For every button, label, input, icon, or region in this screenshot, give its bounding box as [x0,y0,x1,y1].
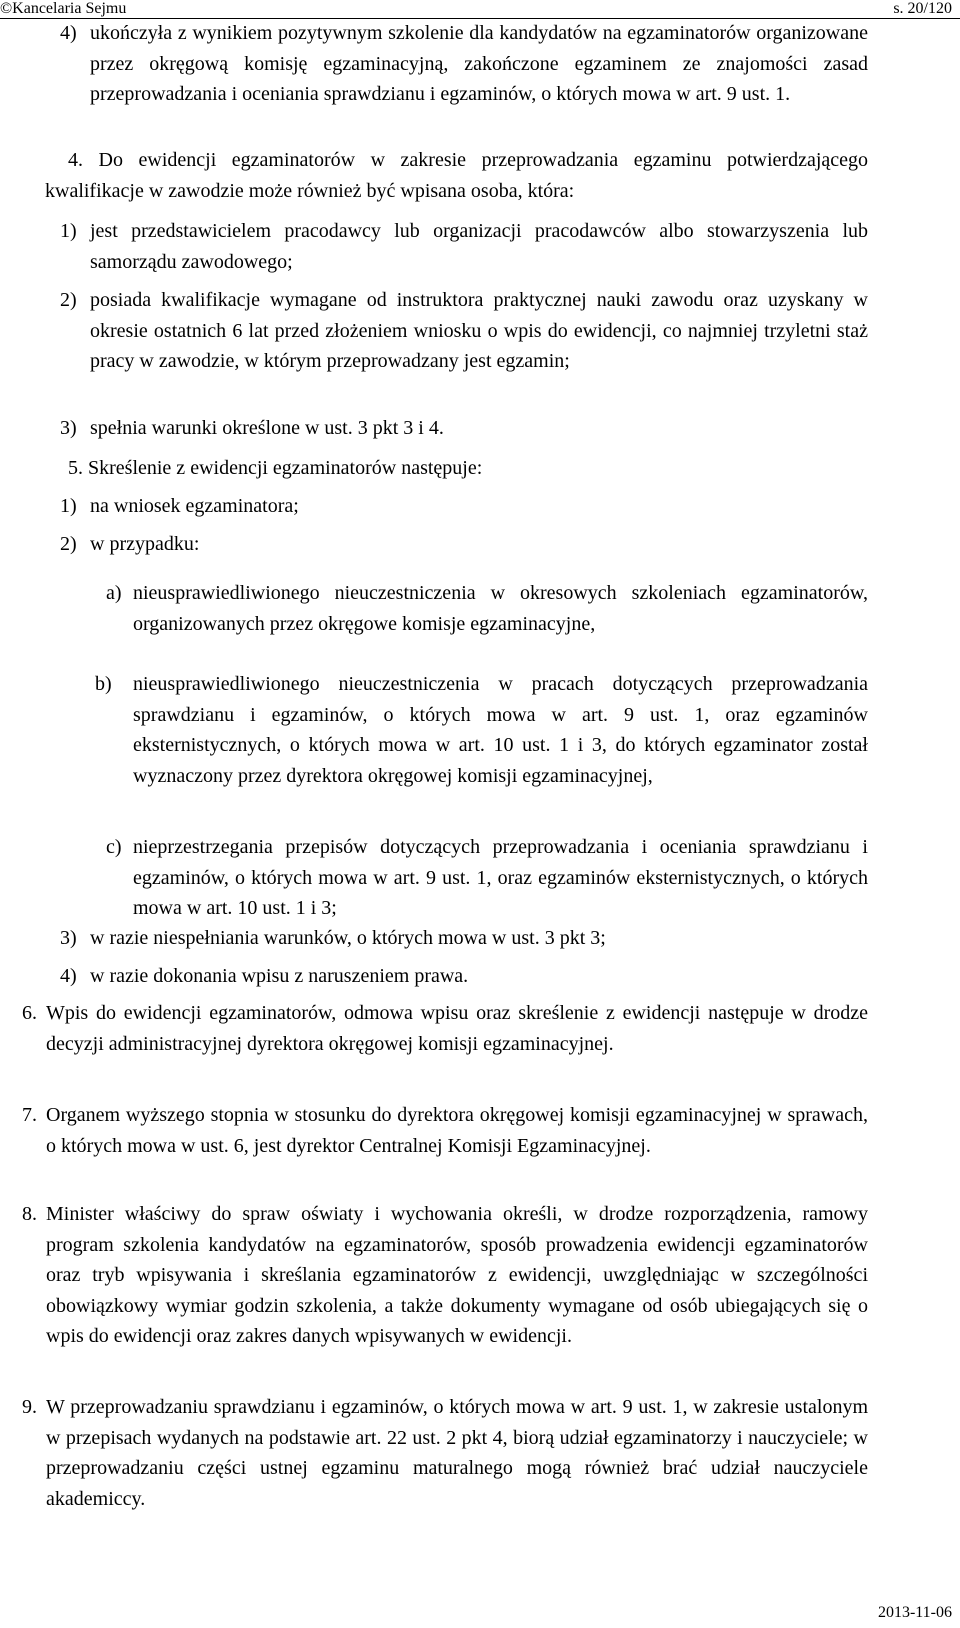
list-item-text: w przypadku: [90,533,200,555]
paragraph-text: W przeprowadzaniu sprawdzianu i egzaminów, o których mowa w art. 9 ust. 1, w zakresie ustalonym w przepisach wydanych na podstawie art. 22 ust. 2 pkt 4, biorą udział egzaminatorzy i nauczyciele; w przeprowadzaniu części ustnej egzaminu maturalnego mogą również brać udział nauczyciele akademiccy. [46,1396,868,1510]
list-item-ust-5-pkt-2-lit-b [95,669,868,791]
list-item-text: nieusprawiedliwionego nieuczestniczenia w okresowych szkoleniach egzaminatorów, organizowanych przez okręgowe komisje egzaminacyjne, [133,582,868,635]
paragraph-ust-5 [45,453,868,484]
list-item-number: 2) [60,289,77,311]
list-item-letter: b) [95,673,112,695]
list-item-text: w razie dokonania wpisu z naruszeniem prawa. [90,965,469,987]
list-item-letter: a) [106,582,122,604]
paragraph-ust-4 [45,145,868,206]
list-item-number: 3) [60,417,77,439]
paragraph-text: Minister właściwy do spraw oświaty i wychowania określi, w drodze rozporządzenia, ramowy program szkolenia kandydatów na egzaminatorów, sposób prowadzenia ewidencji egzaminatorów oraz tryb wpisywania i skreślania egzaminatorów z ewidencji, uwzględniając w szczególności obowiązkowy wymiar godzin szkolenia, a także dokumenty wymagane od osób ubiegających się o wpis do ewidencji oraz zakres danych wpisywanych w ewidencji. [46,1203,868,1347]
list-item-ust-5-pkt-2-lit-a [106,578,868,639]
paragraph-ust-6 [22,998,868,1059]
paragraph-text: Do ewidencji egzaminatorów w zakresie przeprowadzania egzaminu potwierdzającego kwalifikacje w zawodzie może również być wpisana osoba, która: [45,149,869,202]
list-item-number: 1) [60,495,77,517]
header-copyright: ©Kancelaria Sejmu [0,0,127,17]
list-item-text: nieusprawiedliwionego nieuczestniczenia w pracach dotyczących przeprowadzania sprawdzianu i egzaminów, o których mowa w art. 9 ust. 1, oraz egzaminów eksternistycznych, o których mowa w art. 10 ust. 1 i 3, do których egzaminator został wyznaczony przez dyrektora okręgowej komisji egzaminacyjnej, [133,673,868,787]
list-item-text: posiada kwalifikacje wymagane od instruktora praktycznej nauki zawodu oraz uzyskany w okresie ostatnich 6 lat przed złożeniem wniosku o wpis do ewidencji, co najmniej trzyletni staż pracy w zawodzie, w którym przeprowadzany jest egzamin; [90,289,868,372]
list-item-ust-5-pkt-2-lit-c [106,832,868,924]
paragraph-text: Organem wyższego stopnia w stosunku do dyrektora okręgowej komisji egzaminacyjnej w sprawach, o których mowa w ust. 6, jest dyrektor Centralnej Komisji Egzaminacyjnej. [46,1104,868,1157]
list-item-ust-4-pkt-3 [60,413,868,444]
list-item-ust-4-pkt-2 [60,285,868,377]
paragraph-text: Skreślenie z ewidencji egzaminatorów następuje: [88,457,483,479]
list-item-letter: c) [106,836,122,858]
paragraph-ust-9 [22,1392,868,1514]
list-item-text: spełnia warunki określone w ust. 3 pkt 3 i 4. [90,417,444,439]
list-item-text: na wniosek egzaminatora; [90,495,299,517]
footer-date: 2013-11-06 [877,1604,952,1621]
paragraph-number: 9. [22,1396,37,1418]
list-item-ust-5-pkt-2 [60,529,868,560]
list-item-ust-5-pkt-3 [60,923,868,954]
paragraph-number: 4) [60,22,77,44]
list-item-text: nieprzestrzegania przepisów dotyczących przeprowadzania i oceniania sprawdzianu i egzaminów, o których mowa w art. 9 ust. 1, oraz egzaminów eksternistycznych, o których mowa w art. 10 ust. 1 i 3; [133,836,868,919]
paragraph-number: 8. [22,1203,37,1225]
list-item-ust-5-pkt-1 [60,491,868,522]
paragraph-pkt-4 [60,18,868,110]
list-item-number: 3) [60,927,77,949]
list-item-number: 2) [60,533,77,555]
paragraph-text: Wpis do ewidencji egzaminatorów, odmowa wpisu oraz skreślenie z ewidencji następuje w drodze decyzji administracyjnej dyrektora okręgowej komisji egzaminacyjnej. [46,1002,868,1055]
list-item-number: 1) [60,220,77,242]
paragraph-number: 7. [22,1104,37,1126]
paragraph-ust-8 [22,1199,868,1352]
paragraph-text: ukończyła z wynikiem pozytywnym szkolenie dla kandydatów na egzaminatorów organizowane przez okręgową komisję egzaminacyjną, zakończone egzaminem ze znajomości zasad przeprowadzania i oceniania sprawdzianu i egzaminów, o których mowa w art. 9 ust. 1. [90,22,868,105]
page-number: s. 20/120 [893,0,952,17]
paragraph-ust-7 [22,1100,868,1161]
list-item-ust-4-pkt-1 [60,216,868,277]
list-item-ust-5-pkt-4 [60,961,868,992]
list-item-text: w razie niespełniania warunków, o których mowa w ust. 3 pkt 3; [90,927,606,949]
list-item-number: 4) [60,965,77,987]
paragraph-number: 4. [68,149,83,171]
paragraph-number: 5. [68,457,83,479]
paragraph-number: 6. [22,1002,37,1024]
list-item-text: jest przedstawicielem pracodawcy lub organizacji pracodawców albo stowarzyszenia lub samorządu zawodowego; [90,220,868,273]
